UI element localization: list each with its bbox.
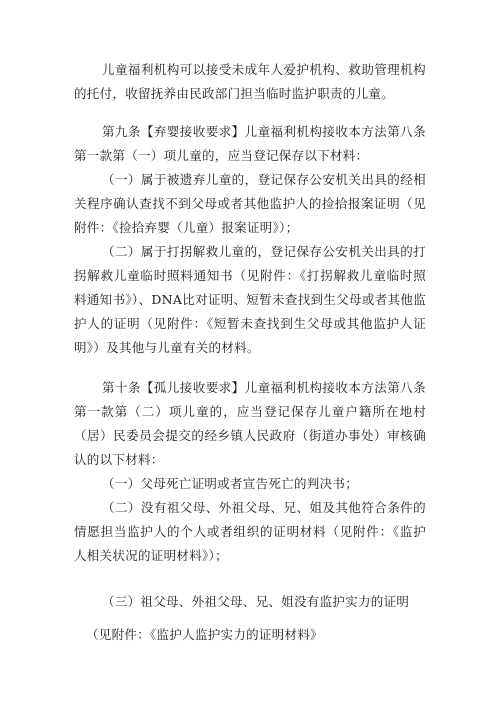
- paragraph-article-9-item-2: （二）属于打拐解救儿童的，登记保存公安机关出具的打拐解救儿童临时照料通知书（见附件：《打拐解救儿童临时照料通知书》）、DNA比对证明、短暂未查找到生父母或者其他监护人的证明（见附件：《短暂未查找到生父母或其他监护人证明》）及其他与儿童有关的材料。: [74, 244, 426, 355]
- paragraph-article-10-item-3-continued: （见附件：《监护人监护实力的证明材料》: [86, 627, 323, 642]
- paragraph-article-9: 第九条【弃婴接收要求】儿童福利机构接收本方法第八条第一款第（一）项儿童的，应当登记保存以下材料：: [74, 124, 426, 163]
- paragraph-article-10-item-3: （三）祖父母、外祖父母、兄、姐没有监护实力的证明: [102, 594, 410, 609]
- paragraph-custody-entrust: 儿童福利机构可以接受未成年人爱护机构、救助管理机构的托付，收留抚养由民政部门担当临时监护职责的儿童。: [74, 62, 426, 101]
- paragraph-article-10: 第十条【孤儿接收要求】儿童福利机构接收本方法第八条第一款第（二）项儿童的，应当登记保存儿童户籍所在地村（居）民委员会提交的经乡镇人民政府（街道办事处）审核确认的以下材料：: [74, 380, 426, 467]
- paragraph-article-10-item-2: （二）没有祖父母、外祖父母、兄、姐及其他符合条件的情愿担当监护人的个人或者组织的证明材料（见附件：《监护人相关状况的证明材料》）；: [74, 500, 426, 563]
- paragraph-article-9-item-1: （一）属于被遗弃儿童的，登记保存公安机关出具的经相关程序确认查找不到父母或者其他监护人的捡拾报案证明（见附件：《捡拾弃婴（儿童）报案证明》）；: [74, 172, 426, 235]
- paragraph-article-10-item-1: （一）父母死亡证明或者宣告死亡的判决书；: [102, 476, 359, 491]
